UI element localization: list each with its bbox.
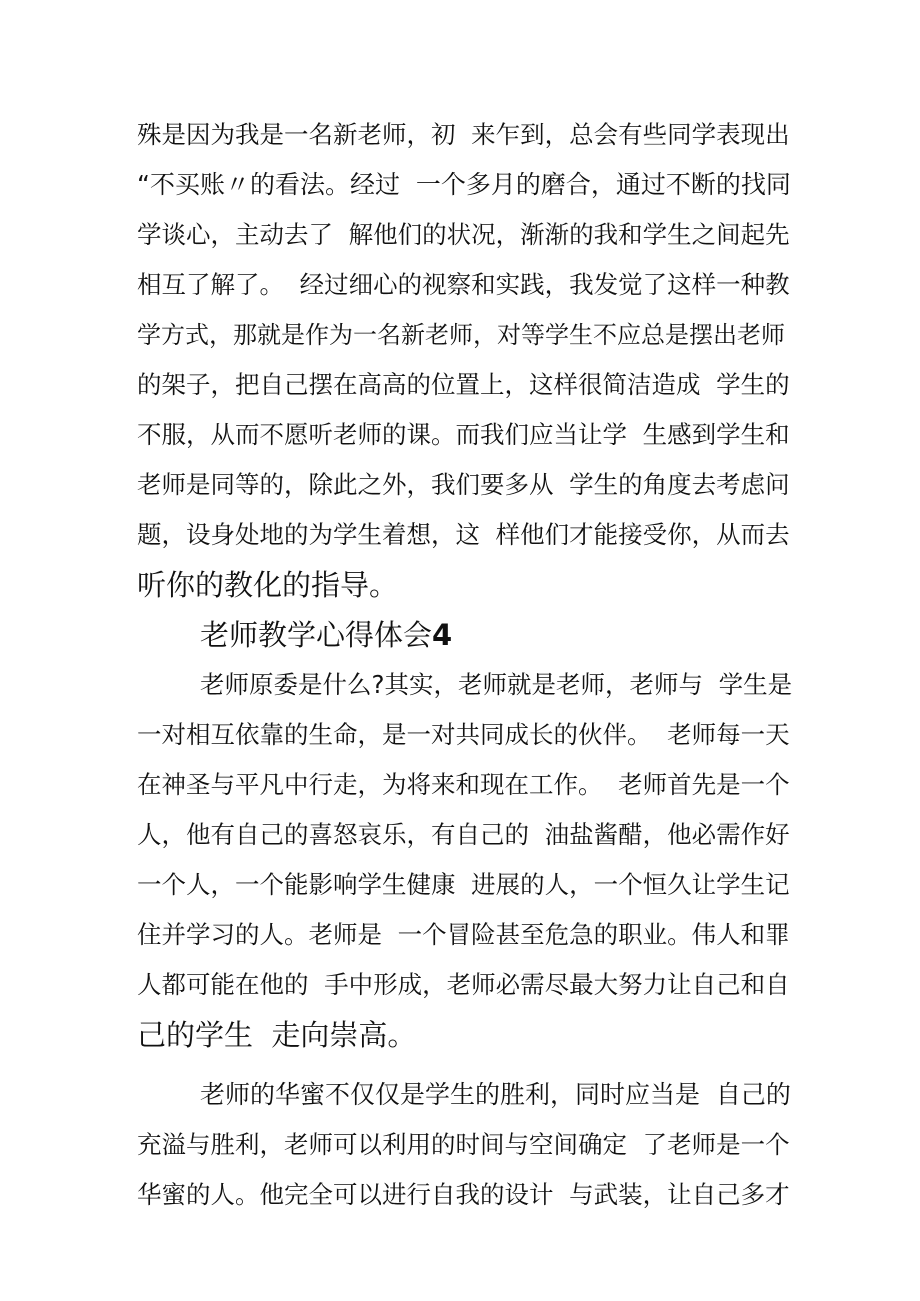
section-heading-text: 老师教学心得体会: [200, 618, 433, 652]
paragraph-3-line-1: 老师的华蜜不仅仅是学生的胜利，同时应当是 自己的: [200, 1080, 791, 1109]
paragraph-2-line-5: 一个人，一个能影响学生健康 进展的人，一个恒久让学生记: [137, 870, 790, 899]
paragraph-1-line-1: 殊是因为我是一名新老师，初 来乍到，总会有些同学表现出: [137, 120, 790, 149]
section-heading: [200, 617, 452, 653]
paragraph-2-line-3: 在神圣与平凡中行走，为将来和现在工作。 老师首先是一个: [137, 770, 790, 799]
paragraph-2-line-8: 己的学生 走向崇高。: [137, 1018, 417, 1052]
paragraph-3-line-3: 华蜜的人。他完全可以进行自我的设计 与武装，让自己多才: [137, 1180, 790, 1209]
paragraph-1-line-2: “不买账〃的看法。经过 一个多月的磨合，通过不断的找同: [137, 170, 791, 199]
paragraph-1-line-7: 不服，从而不愿听老师的课。而我们应当让学 生感到学生和: [137, 420, 790, 449]
paragraph-2-line-6: 住并学习的人。老师是 一个冒险甚至危急的职业。伟人和罪: [137, 920, 790, 949]
paragraph-1-line-8: 老师是同等的，除此之外，我们要多从 学生的角度去考虑问: [137, 470, 790, 499]
paragraph-1-line-9: 题，设身处地的为学生着想，这 样他们才能接受你，从而去: [137, 520, 790, 549]
paragraph-2-line-2: 一对相互依靠的生命，是一对共同成长的伙伴。 老师每一天: [137, 720, 790, 749]
paragraph-1-line-3: 学谈心，主动去了 解他们的状况，渐渐的我和学生之间起先: [137, 220, 790, 249]
paragraph-2-line-7: 人都可能在他的 手中形成，老师必需尽最大努力让自己和自: [137, 970, 790, 999]
paragraph-1-line-6: 的架子，把自己摆在高高的位置上，这样很简洁造成 学生的: [137, 370, 790, 399]
paragraph-1-line-4: 相互了解了。 经过细心的视察和实践，我发觉了这样一种教: [137, 270, 790, 299]
paragraph-1-line-10: 听你的教化的指导。: [137, 568, 399, 602]
section-heading-number: 4: [432, 618, 453, 652]
paragraph-2-line-1: 老师原委是什么?其实，老师就是老师，老师与 学生是: [200, 670, 793, 699]
paragraph-3-line-2: 充溢与胜利，老师可以利用的时间与空间确定 了老师是一个: [137, 1130, 790, 1159]
paragraph-2-line-4: 人，他有自己的喜怒哀乐，有自己的 油盐酱醋，他必需作好: [137, 820, 790, 849]
paragraph-1-line-5: 学方式，那就是作为一名新老师，对等学生不应总是摆出老师: [137, 321, 785, 349]
